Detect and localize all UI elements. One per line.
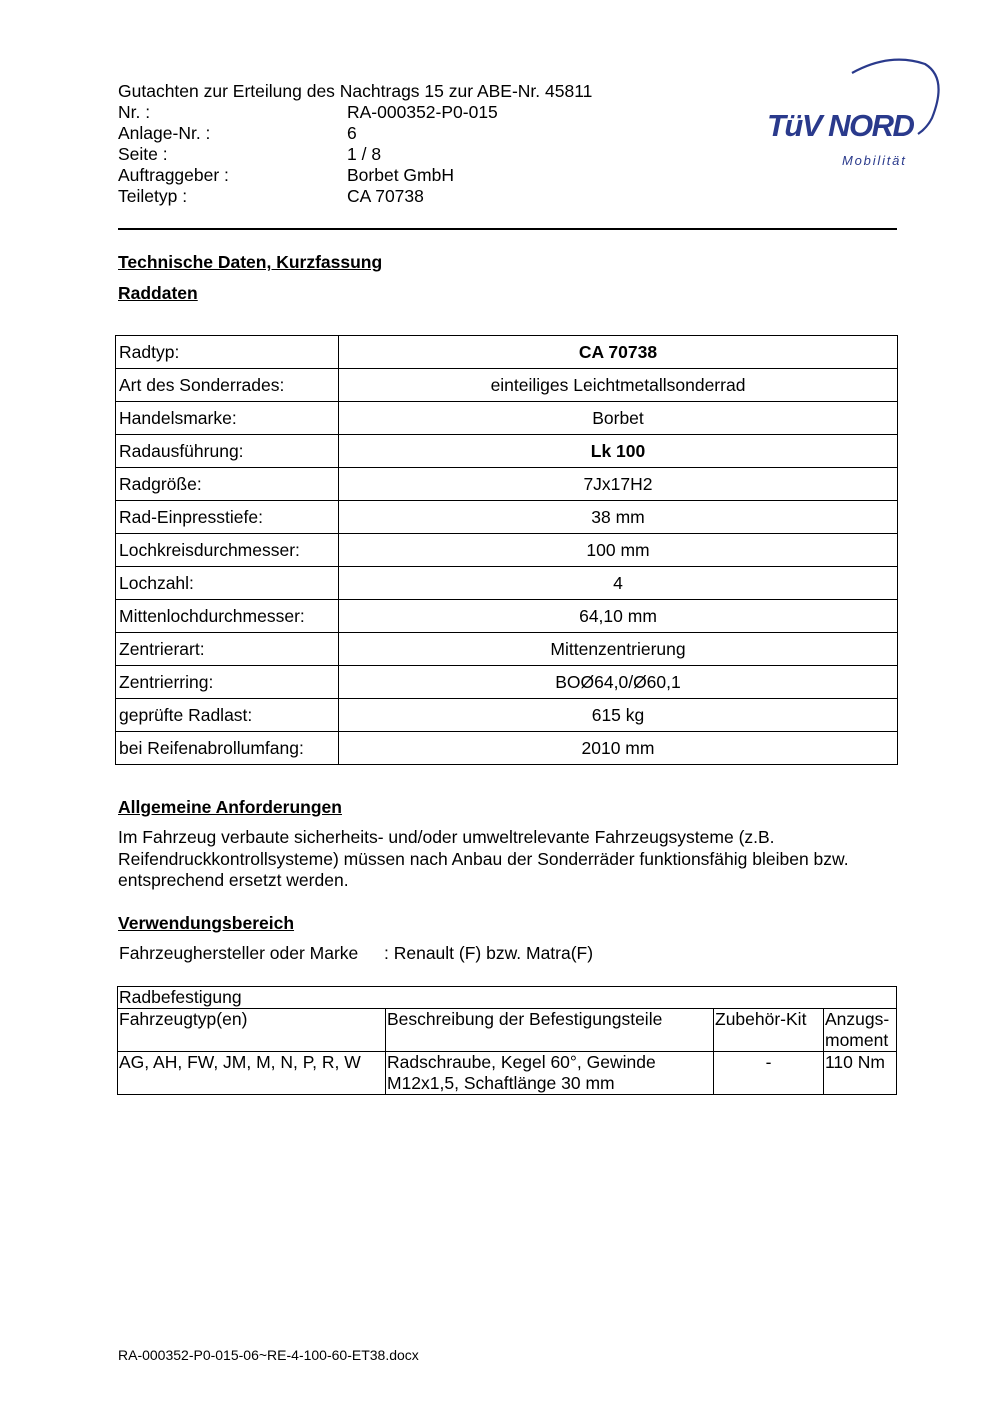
fixing-table-title: Radbefestigung (118, 987, 897, 1009)
header-row-seite (118, 144, 592, 165)
wheel-data-label: Radtyp: (116, 336, 339, 369)
table-row (116, 369, 898, 402)
table-row (116, 402, 898, 435)
wheel-data-table (115, 335, 898, 765)
wheel-data-value: einteiliges Leichtmetallsonderrad (339, 369, 898, 402)
footer-filename: RA-000352-P0-015-06~RE-4-100-60-ET38.docx (118, 1347, 419, 1363)
table-cell: - (714, 1052, 824, 1095)
wheel-data-label: Radgröße: (116, 468, 339, 501)
header-row-auftraggeber (118, 165, 592, 186)
header-value: 1 / 8 (347, 144, 382, 164)
header-value: 6 (347, 123, 357, 143)
wheel-data-label: Mittenlochdurchmesser: (116, 600, 339, 633)
section-title-usage: Verwendungsbereich (118, 913, 295, 933)
header-row-nr (118, 102, 592, 123)
header-row-teiletyp (118, 186, 592, 207)
column-header: Zubehör-Kit (714, 1009, 824, 1052)
wheel-data-value: 38 mm (339, 501, 898, 534)
wheel-data-label: Handelsmarke: (116, 402, 339, 435)
section-title-general-requirements: Allgemeine Anforderungen (118, 797, 342, 817)
wheel-data-value: Borbet (339, 402, 898, 435)
table-title-row (118, 987, 897, 1009)
table-row (116, 567, 898, 600)
usage-value: : Renault (F) bzw. Matra(F) (384, 943, 594, 963)
table-row (118, 1052, 897, 1095)
usage-row (119, 943, 593, 964)
table-row (116, 435, 898, 468)
table-cell: AG, AH, FW, JM, M, N, P, R, W (118, 1052, 386, 1095)
logo-brand-text: TüV NORD (767, 108, 914, 143)
table-row (116, 732, 898, 765)
table-row (116, 468, 898, 501)
column-header: Anzugs- moment (824, 1009, 897, 1052)
header-label: Anlage-Nr. : (118, 123, 211, 143)
header-divider (118, 228, 897, 230)
table-row (116, 666, 898, 699)
section-title-technical-data: Technische Daten, Kurzfassung (118, 252, 383, 272)
wheel-data-value: 4 (339, 567, 898, 600)
wheel-data-label: geprüfte Radlast: (116, 699, 339, 732)
column-header: Beschreibung der Befestigungsteile (386, 1009, 714, 1052)
tuv-nord-logo-mark (760, 56, 940, 171)
table-cell: Radschraube, Kegel 60°, Gewinde M12x1,5, Schaftlänge 30 mm (386, 1052, 714, 1095)
document-header (118, 81, 592, 207)
wheel-data-value: BOØ64,0/Ø60,1 (339, 666, 898, 699)
table-row (116, 534, 898, 567)
wheel-data-label: Lochkreisdurchmesser: (116, 534, 339, 567)
header-label: Teiletyp : (118, 186, 188, 206)
wheel-data-label: bei Reifenabrollumfang: (116, 732, 339, 765)
wheel-data-label: Zentrierring: (116, 666, 339, 699)
usage-label: Fahrzeughersteller oder Marke (119, 943, 359, 963)
table-cell: 110 Nm (824, 1052, 897, 1095)
document-title: Gutachten zur Erteilung des Nachtrags 15 zur ABE-Nr. 45811 (118, 81, 593, 101)
header-label: Seite : (118, 144, 168, 164)
wheel-data-value: 2010 mm (339, 732, 898, 765)
wheel-data-value: 7Jx17H2 (339, 468, 898, 501)
header-label: Nr. : (118, 102, 151, 122)
general-requirements-text: Im Fahrzeug verbaute sicherheits- und/oder umweltrelevante Fahrzeugsysteme (z.B. Reifendruckkontrollsysteme) müssen nach Anbau der Sonderräder funktionsfähig bleiben bzw. entsprechend ersetzt werden. (118, 827, 849, 891)
table-row (116, 699, 898, 732)
wheel-data-value: 64,10 mm (339, 600, 898, 633)
tuv-nord-logo (760, 56, 940, 171)
wheel-data-label: Zentrierart: (116, 633, 339, 666)
wheel-data-label: Art des Sonderrades: (116, 369, 339, 402)
wheel-data-label: Lochzahl: (116, 567, 339, 600)
table-row (116, 501, 898, 534)
wheel-data-value: 615 kg (339, 699, 898, 732)
table-row (116, 600, 898, 633)
table-row (116, 633, 898, 666)
wheel-data-value: Lk 100 (339, 435, 898, 468)
column-header: Fahrzeugtyp(en) (118, 1009, 386, 1052)
header-label: Auftraggeber : (118, 165, 229, 185)
wheel-data-label: Rad-Einpresstiefe: (116, 501, 339, 534)
header-value: CA 70738 (347, 186, 424, 206)
header-value: Borbet GmbH (347, 165, 454, 185)
wheel-fixing-table (117, 986, 897, 1095)
table-header-row (118, 1009, 897, 1052)
header-value: RA-000352-P0-015 (347, 102, 498, 122)
wheel-data-value: CA 70738 (339, 336, 898, 369)
logo-subtitle-text: Mobilität (842, 153, 907, 168)
wheel-data-label: Radausführung: (116, 435, 339, 468)
header-row-anlage (118, 123, 592, 144)
table-row (116, 336, 898, 369)
section-title-raddaten: Raddaten (118, 283, 198, 303)
wheel-data-value: 100 mm (339, 534, 898, 567)
wheel-data-value: Mittenzentrierung (339, 633, 898, 666)
